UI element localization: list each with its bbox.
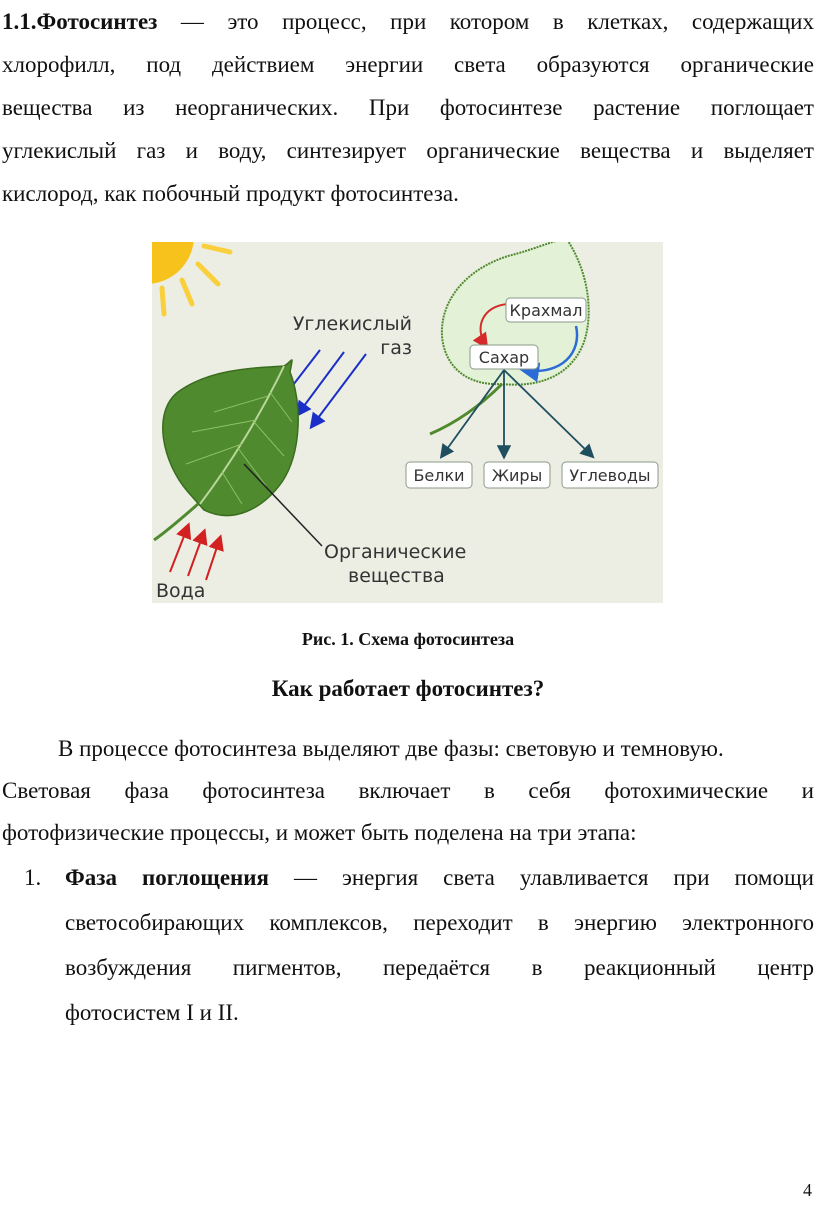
phases-paragraph: [2, 728, 814, 854]
light-leaf-icon: [430, 242, 589, 434]
photosynthesis-diagram: [152, 242, 663, 603]
intro-line-4: углекислый газ и воду, синтезирует органические вещества и выделяет: [2, 138, 814, 163]
starch-label: Крахмал: [509, 301, 583, 320]
photosynthesis-figure: [152, 242, 663, 603]
intro-line-1: [2, 0, 814, 43]
figure-caption: Рис. 1. Схема фотосинтеза: [301, 629, 515, 649]
organic-label-line2: вещества: [348, 565, 445, 587]
term-absorption-phase: Фаза поглощения: [65, 865, 269, 890]
leaf-icon: [154, 360, 298, 540]
sugar-label: Сахар: [478, 348, 530, 367]
water-label: Вода: [156, 580, 206, 602]
sun-icon: [152, 242, 232, 314]
phases-line-2: Световая фаза фотосинтеза включает в себя фотохимические и: [2, 778, 814, 803]
phases-line-1: [2, 728, 814, 770]
list-line-2: светособирающих комплексов, переходит в энергию электронного: [65, 910, 814, 935]
intro-line-5: кислород, как побочный продукт фотосинтеза.: [2, 181, 459, 206]
intro-paragraph: [2, 0, 814, 215]
list-line-4: фотосистем I и II.: [65, 1000, 239, 1025]
fats-label: Жиры: [491, 466, 543, 485]
phases-line-3: фотофизические процессы, и может быть поделена на три этапа:: [2, 820, 637, 845]
intro-line-3: вещества из неорганических. При фотосинтезе растение поглощает: [2, 95, 814, 120]
page-number: 4: [803, 1180, 812, 1200]
carbohydrates-label: Углеводы: [569, 466, 651, 485]
list-line-1-text: — энергия света улавливается при помощи: [269, 865, 814, 890]
phases-line-1-text: В процессе фотосинтеза выделяют две фазы: световую и темновую.: [58, 736, 724, 761]
list-line-1: [65, 855, 814, 900]
list-item-number: 1.: [24, 865, 42, 890]
intro-line-1-text: — это процесс, при котором в клетках, содержащих: [157, 9, 814, 34]
intro-line-2: хлорофилл, под действием энергии света образуются органические: [2, 52, 814, 77]
organic-label-line1: Органические: [324, 541, 467, 563]
term-photosynthesis: 1.1.Фотосинтез: [2, 9, 158, 34]
co2-label-line2: газ: [380, 337, 412, 359]
list-item-body: [65, 855, 814, 1035]
branch-arrows: [442, 370, 592, 456]
co2-label-line1: Углекислый: [292, 313, 412, 335]
water-arrows: [170, 526, 220, 580]
proteins-label: Белки: [413, 466, 465, 485]
list-line-3: возбуждения пигментов, передаётся в реакционный центр: [65, 955, 814, 980]
section-heading: Как работает фотосинтез?: [271, 676, 545, 701]
